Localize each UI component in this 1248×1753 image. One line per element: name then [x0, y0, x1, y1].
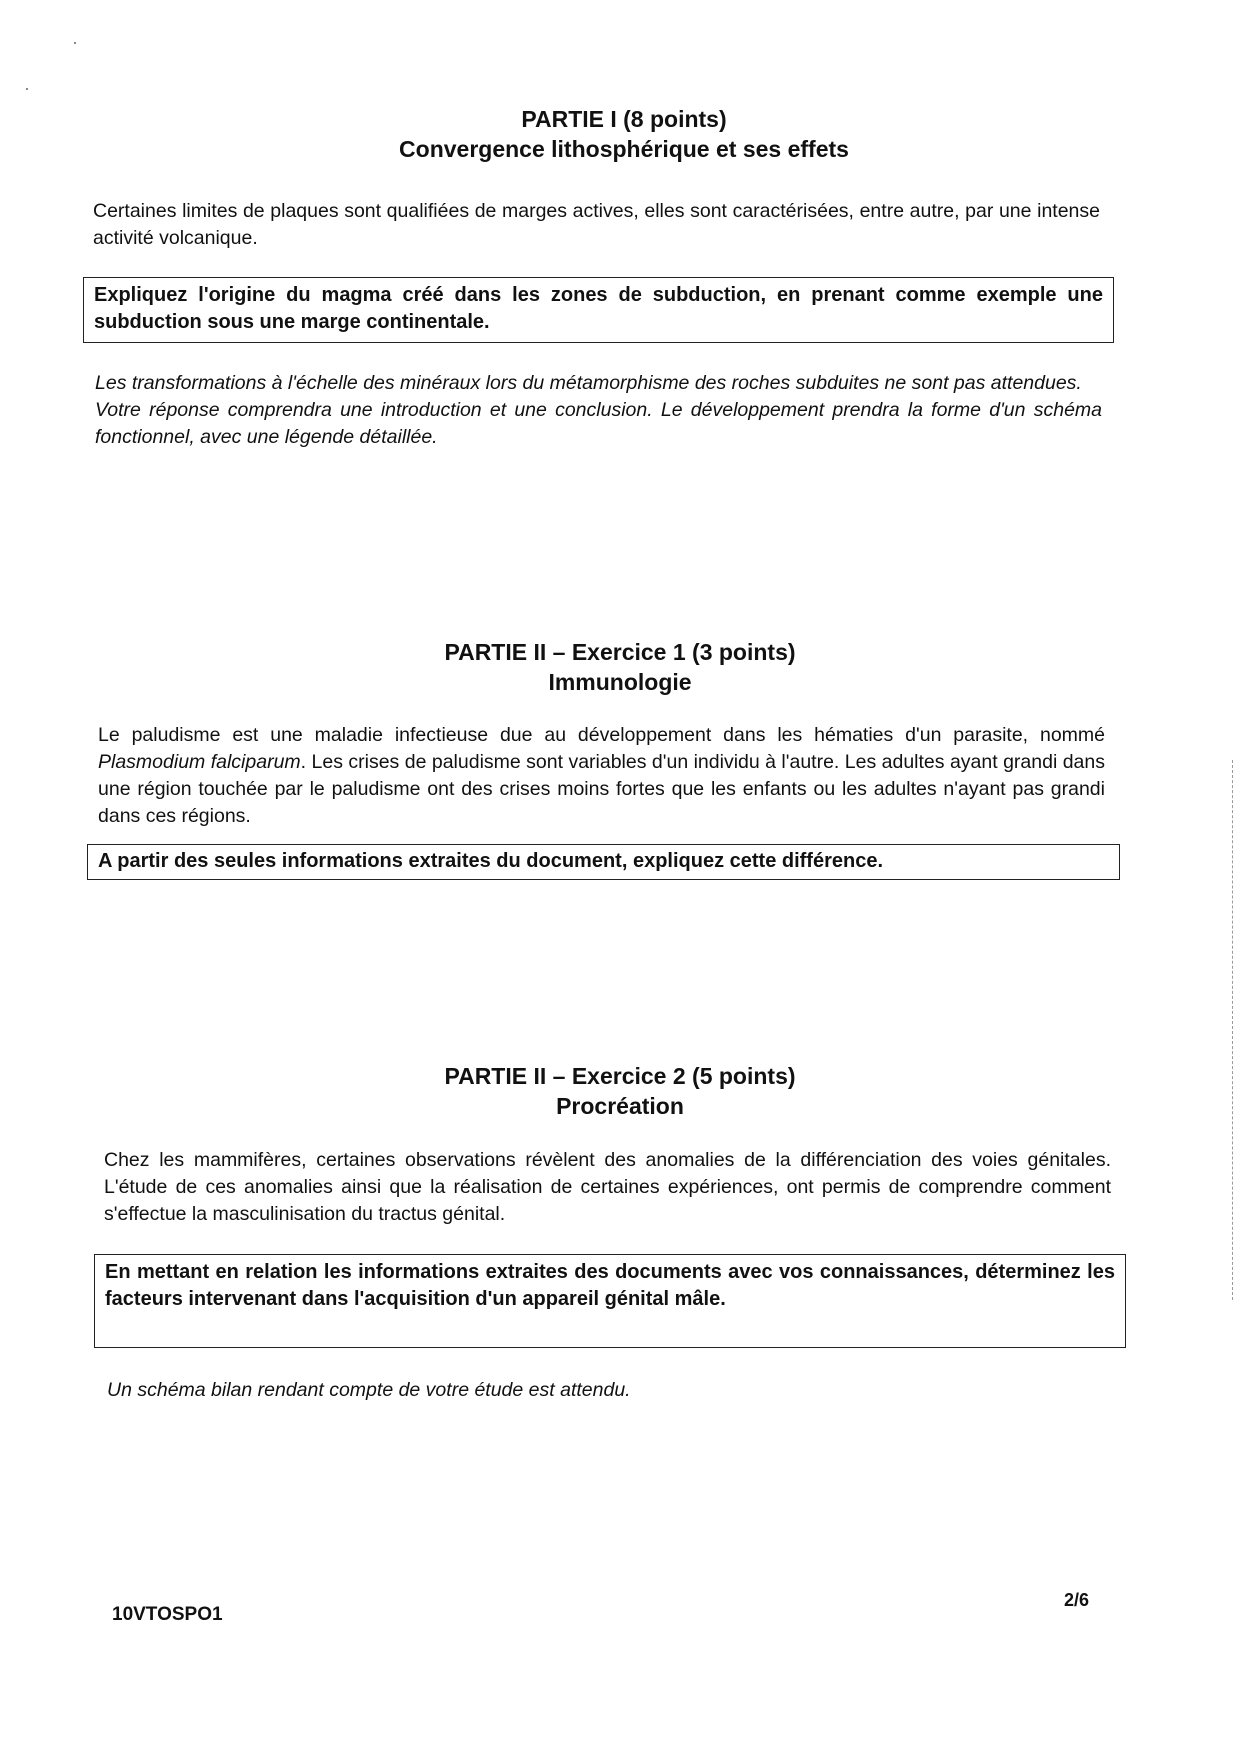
partie1-note2: Votre réponse comprendra une introduction et une conclusion. Le développement prendra la forme d'un schéma fonctionnel, avec une légende détaillée.	[95, 399, 1102, 448]
partie2-ex2-intro: Chez les mammifères, certaines observations révèlent des anomalies de la différenciation des voies génitales. L'étude de ces anomalies ainsi que la réalisation de certaines expériences, ont permis de comprendre comment s'effectue la masculinisation du tractus génital.	[104, 1149, 1111, 1225]
page-number: 2/6	[1064, 1590, 1090, 1610]
partie2-ex1-heading	[0, 637, 1244, 697]
partie2-ex2-note: Un schéma bilan rendant compte de votre étude est attendu.	[107, 1379, 631, 1401]
partie1-notes	[95, 370, 1102, 451]
partie2-ex1-intro: Le paludisme est une maladie infectieuse due au développement dans les hématies d'un parasite, nommé Plasmodium falciparum. Les crises de paludisme sont variables d'un individu à l'autre. Les adultes ayant grandi dans une région touchée par le paludisme ont des crises moins fortes que les enfants ou les adultes n'ayant pas grandi dans ces régions.	[98, 724, 1105, 827]
partie2-ex1-subtitle: Immunologie	[548, 669, 692, 695]
scan-edge-mark	[1232, 760, 1234, 1300]
partie2-ex2-title: PARTIE II – Exercice 2 (5 points)	[444, 1063, 796, 1089]
partie1-intro: Certaines limites de plaques sont qualifiées de marges actives, elles sont caractérisées, entre autre, par une intense activité volcanique.	[93, 200, 1100, 249]
species-name: Plasmodium falciparum	[98, 751, 301, 773]
scan-speck	[74, 42, 76, 44]
partie1-question: Expliquez l'origine du magma créé dans les zones de subduction, en prenant comme exemple une subduction sous une marge continentale.	[94, 284, 1103, 333]
partie1-note1: Les transformations à l'échelle des minéraux lors du métamorphisme des roches subduites ne sont pas attendues.	[95, 372, 1082, 394]
partie1-title: PARTIE I (8 points)	[521, 106, 727, 132]
partie1-question-box	[83, 277, 1114, 343]
partie2-ex2-heading	[0, 1061, 1244, 1121]
exam-code: 10VTOSPO1	[112, 1604, 223, 1625]
partie2-ex2-subtitle: Procréation	[556, 1093, 684, 1119]
partie2-ex1-title: PARTIE II – Exercice 1 (3 points)	[444, 639, 796, 665]
partie1-subtitle: Convergence lithosphérique et ses effets	[399, 136, 849, 162]
partie1-heading	[0, 104, 1248, 164]
scan-speck	[26, 88, 28, 90]
partie2-ex2-question-box	[94, 1254, 1126, 1348]
partie2-ex1-question: A partir des seules informations extraites du document, expliquez cette différence.	[98, 850, 884, 872]
partie2-ex2-question: En mettant en relation les informations extraites des documents avec vos connaissances, déterminez les facteurs intervenant dans l'acquisition d'un appareil génital mâle.	[105, 1261, 1115, 1310]
partie2-ex1-question-box	[87, 844, 1120, 880]
